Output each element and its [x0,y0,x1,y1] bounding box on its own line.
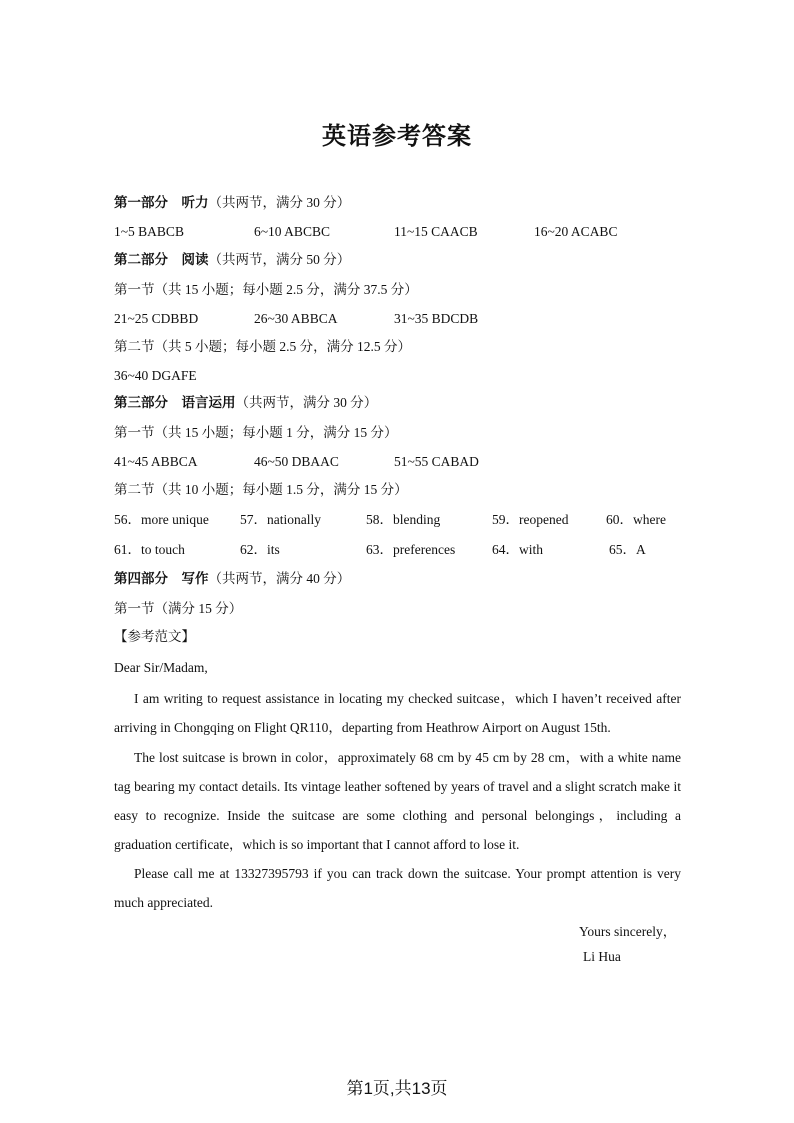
letter-paragraph-2: The lost suitcase is brown in color，approximately 68 cm by 45 cm by 28 cm，with a white name tag bearing my contact details. Its vintage leather softened by years of travel and a slight scratch make it easy to recognize. Inside the suitcase are some clothing and personal belongings，including a graduation certificate，which is so important that I cannot afford to lose it. [114,750,681,852]
part4-detail: （共两节，满分 40 分） [208,571,351,586]
answer-group: 21~25 CDBBD [114,311,199,326]
answer-item: 56．more unique [114,512,209,527]
part3-section1-heading: 第一节（共 15 小题；每小题 1 分，满分 15 分） [114,425,398,440]
answer-group: 11~15 CAACB [394,224,478,239]
answer-item: 62．its [240,542,280,557]
part1-detail: （共两节，满分 30 分） [208,195,351,210]
answer-group: 41~45 ABBCA [114,454,198,469]
part2-detail: （共两节，满分 50 分） [208,252,351,267]
answer-item: 57．nationally [240,512,321,527]
answer-item: 63．preferences [366,542,456,557]
page-title: 英语参考答案 [322,124,472,150]
part3-heading: 第三部分 语言运用 [114,395,236,410]
letter-paragraph-1: I am writing to request assistance in locating my checked suitcase，which I haven’t received after arriving in Chongqing on Flight QR110，departing from Heathrow Airport on August 15th. [114,691,681,735]
letter-greeting: Dear Sir/Madam, [114,660,208,675]
answer-group: 51~55 CABAD [394,454,479,469]
answer-item: 65．A [609,542,646,557]
letter-paragraph-3: Please call me at 13327395793 if you can track down the suitcase. Your prompt attention is very much appreciated. [114,866,681,910]
answer-item: 59．reopened [492,512,569,527]
answer-group: 6~10 ABCBC [254,224,330,239]
part2-header [114,251,350,269]
part3-section2-heading: 第二节（共 10 小题；每小题 1.5 分，满分 15 分） [114,482,408,497]
letter-signature: Li Hua [583,949,621,964]
sample-essay-label: 【参考范文】 [114,629,195,644]
part2-section2-heading: 第二节（共 5 小题；每小题 2.5 分，满分 12.5 分） [114,339,411,354]
part1-heading: 第一部分 听力 [114,195,209,210]
part2-section1-heading: 第一节（共 15 小题；每小题 2.5 分，满分 37.5 分） [114,282,418,297]
page-number-footer: 第1页,共13页 [346,1079,448,1098]
part4-section1-heading: 第一节（满分 15 分） [114,601,243,616]
answer-group: 16~20 ACABC [534,224,618,239]
answer-group: 46~50 DBAAC [254,454,339,469]
answer-item: 64．with [492,542,544,557]
answer-group: 31~35 BDCDB [394,311,479,326]
answer-item: 58．blending [366,512,441,527]
part4-header [114,570,350,588]
part2-heading: 第二部分 阅读 [114,252,209,267]
part4-heading: 第四部分 写作 [114,571,209,586]
answer-group: 36~40 DGAFE [114,368,197,383]
letter-closing: Yours sincerely， [579,924,677,939]
answer-item: 61．to touch [114,542,185,557]
part1-header [114,194,350,212]
answer-group: 26~30 ABBCA [254,311,338,326]
answer-group: 1~5 BABCB [114,224,184,239]
part3-header [114,394,377,412]
answer-item: 60．where [606,512,666,527]
part3-detail: （共两节，满分 30 分） [235,395,378,410]
